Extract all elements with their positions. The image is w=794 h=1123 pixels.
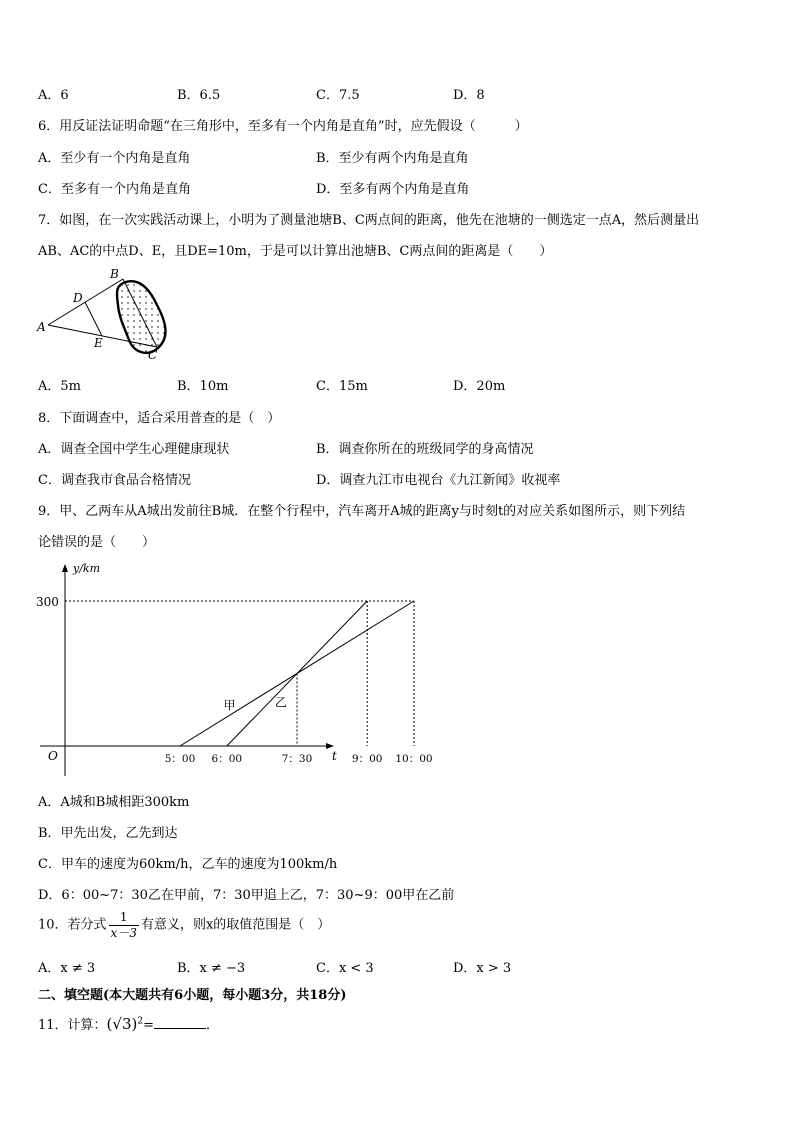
label-d: D [73,291,83,305]
q9-option-c: C．甲车的速度为60km/h，乙车的速度为100km/h [38,857,338,872]
q10-stem-post: 有意义，则x的取值范围是（ ） [140,917,331,933]
q9-option-a: A．A城和B城相距300km [38,795,190,810]
x-tick-label: 7：30 [281,753,313,765]
q9-stem-line2: 论错误的是（ ） [38,535,156,550]
q5-option-b: B．6.5 [177,88,221,103]
q10-option-c: C．x < 3 [316,961,374,976]
segment-de [85,302,102,336]
q10-option-a: A．x ≠ 3 [38,961,96,976]
q8-option-a: A．调查全国中学生心理健康现状 [38,442,230,457]
x-tick-label: 10：00 [395,753,433,765]
q10-fraction [109,910,139,941]
q8-option-c: C．调查我市食品合格情况 [38,473,191,488]
series-label-jia: 甲 [223,698,236,713]
q7-figure [30,265,180,365]
q8-stem: 8．下面调查中，适合采用普查的是（ ） [38,411,281,426]
pond-shape [117,281,166,353]
q10-stem [38,910,330,941]
q7-option-c: C．15m [316,379,368,394]
x-tick-label: 6：00 [211,753,243,765]
q11-exponent: 2 [137,1016,144,1027]
q10-frac-numerator: 1 [109,910,139,926]
q11-answer-blank[interactable] [154,1016,206,1029]
q7-option-a: A．5m [38,379,81,394]
q6-option-a: A．至少有一个内角是直角 [38,151,191,166]
q5-option-c: C．7.5 [316,88,360,103]
label-b: B [110,267,119,281]
q10-frac-denominator: x－3 [110,926,137,940]
q6-stem: 6．用反证法证明命题“在三角形中，至多有一个内角是直角”时，应先假设（ ） [38,119,528,134]
q11-end: ． [206,1018,220,1033]
q11-expression: (√3) [106,1015,138,1033]
q11-pre: 11．计算： [38,1018,107,1033]
label-c: C [148,348,158,362]
q10-option-b: B．x ≠ −3 [177,961,246,976]
x-axis-label: t [332,749,337,763]
q7-option-d: D．20m [453,379,506,394]
q5-option-a: A．6 [38,88,69,103]
q9-stem-line1: 9．甲、乙两车从A城出发前往B城．在整个行程中，汽车离开A城的距离y与时刻t的对应关系如图所示，则下列结 [38,504,686,519]
q11-stem [38,1014,219,1033]
x-tick-label: 5：00 [164,753,196,765]
y-axis-label: y/km [73,562,101,575]
q9-option-d: D．6：00~7：30乙在甲前，7：30甲追上乙，7：30~9：00甲在乙前 [38,888,455,903]
y-tick-300: 300 [36,595,59,609]
q6-option-b: B．至少有两个内角是直角 [316,151,469,166]
q8-option-d: D．调查九江市电视台《九江新闻》收视率 [316,473,561,488]
q8-option-b: B．调查你所在的班级同学的身高情况 [316,442,534,457]
label-e: E [94,336,103,350]
origin-label: O [48,749,58,763]
q7-stem-line1: 7．如图，在一次实践活动课上，小明为了测量池塘B、C两点间的距离，他先在池塘的一侧选定一点A，然后测量出 [38,213,700,228]
q6-option-d: D．至多有两个内角是直角 [316,182,470,197]
q11-equals: = [143,1018,154,1033]
x-tick-label: 9：00 [351,753,383,765]
q7-option-b: B．10m [177,379,229,394]
q9-distance-time-chart [30,558,433,783]
q7-stem-line2: AB、AC的中点D、E，且DE=10m，于是可以计算出池塘B、C两点间的距离是（ ） [38,244,553,259]
q10-option-d: D．x > 3 [453,961,512,976]
section-2-heading: 二、填空题(本大题共有6小题，每小题3分，共18分) [38,988,347,1003]
series-label-yi: 乙 [274,695,287,710]
y-axis-arrow [62,564,68,572]
q10-stem-pre: 10．若分式 [38,917,107,933]
label-a: A [37,320,46,334]
q6-option-c: C．至多有一个内角是直角 [38,182,191,197]
q9-option-b: B．甲先出发，乙先到达 [38,826,178,841]
q5-option-d: D．8 [453,88,485,103]
